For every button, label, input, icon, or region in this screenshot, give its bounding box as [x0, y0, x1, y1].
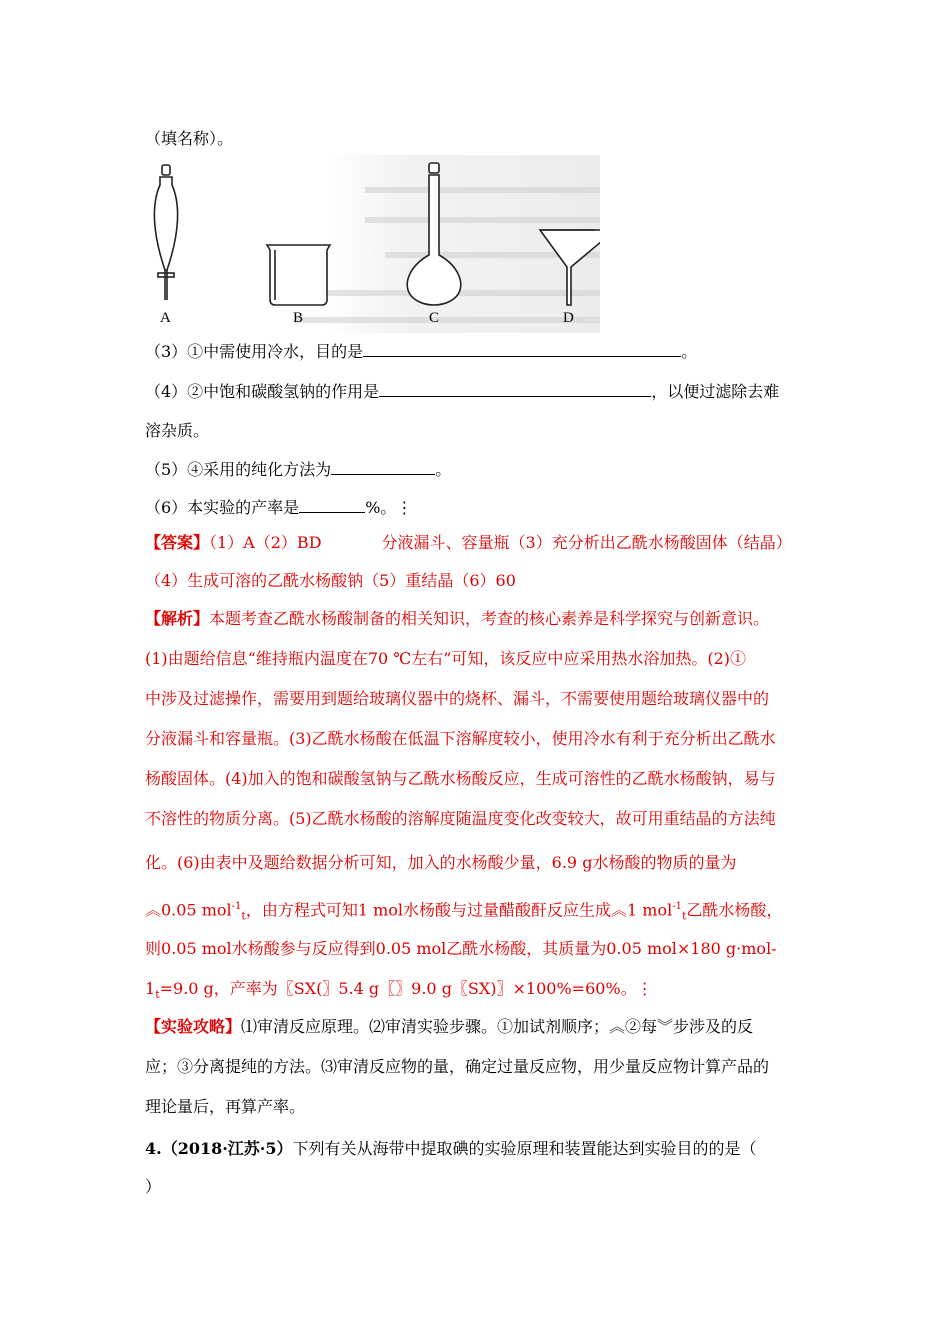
- question-4-next: 4.（2018·江苏·5）下列有关从海带中提取碘的实验原理和装置能达到实验目的的是（: [145, 1139, 757, 1158]
- figure-label-a: A: [160, 310, 171, 326]
- analysis-line-2: (1)由题给信息“维持瓶内温度在70 ℃左右”可知，该反应中应采用热水浴加热。(2)①: [145, 649, 747, 668]
- figure-label-c: C: [429, 310, 440, 326]
- beaker-icon: [267, 245, 330, 305]
- strategy-line-2: 应；③分离提纯的方法。⑶审清反应物的量，确定过量反应物，用少量反应物计算产品的: [145, 1057, 770, 1076]
- strategy-line-3: 理论量后，再算产率。: [145, 1097, 306, 1116]
- separatory-funnel-icon: [154, 165, 177, 300]
- answer-line-1: 【答案】（1）A（2）BD 分液漏斗、容量瓶（3）充分析出乙酰水杨酸固体（结晶）: [145, 533, 792, 552]
- answer-line-2: （4）生成可溶的乙酰水杨酸钠（5）重结晶（6）60: [145, 571, 516, 590]
- analysis-line-6: 不溶性的物质分离。(5)乙酰水杨酸的溶解度随温度变化改变较大，故可用重结晶的方法纯: [145, 809, 776, 828]
- answer-blank-3[interactable]: [363, 340, 681, 357]
- strategy-line-1: 【实验攻略】⑴审清反应原理。⑵审清实验步骤。①加试剂顺序；︽②每︾步涉及的反: [145, 1017, 754, 1036]
- answer-blank-6[interactable]: [299, 496, 365, 513]
- question-4-continued: 溶杂质。: [145, 421, 210, 440]
- question-4-next-close: ）: [145, 1177, 162, 1196]
- glassware-figure: [145, 155, 600, 333]
- analysis-line-5: 杨酸固体。(4)加入的饱和碳酸氢钠与乙酰水杨酸反应，生成可溶性的乙酰水杨酸钠，易与: [145, 769, 776, 788]
- analysis-line-7: 化。(6)由表中及题给数据分析可知，加入的水杨酸少量，6.9 g水杨酸的物质的量为: [145, 853, 737, 872]
- volumetric-flask-icon: [407, 163, 460, 305]
- figure-label-d: D: [563, 310, 574, 326]
- analysis-line-9: 则0.05 mol水杨酸参与反应得到0.05 mol乙酰水杨酸，其质量为0.05 mol×180 g·mol-: [145, 939, 777, 958]
- question-5: （5）④采用的纯化方法为 。: [145, 460, 452, 479]
- answer-blank-5[interactable]: [331, 458, 435, 475]
- question-3: （3）①中需使用冷水，目的是 。: [145, 342, 698, 361]
- analysis-line-8: ︽0.05 mol$^{-1}_t$，由方程式可知1 mol水杨酸与过量醋酸酐反应生成︽1 mol$^{-1}_t$乙酰水杨酸，: [145, 900, 783, 923]
- analysis-line-1: 【解析】本题考查乙酰水杨酸制备的相关知识，考查的核心素养是科学探究与创新意识。: [145, 609, 770, 628]
- question-6: （6）本实验的产率是 %。⋮: [145, 498, 413, 517]
- analysis-line-4: 分液漏斗和容量瓶。(3)乙酰水杨酸在低温下溶解度较小，使用冷水有利于充分析出乙酰水: [145, 729, 776, 748]
- figure-label-b: B: [293, 310, 304, 326]
- analysis-tag: 【解析】: [145, 609, 210, 628]
- strategy-tag: 【实验攻略】: [145, 1017, 242, 1036]
- analysis-line-10: $1_t=9.0$ g，产率为〖SX(〗5.4 g〖〗9.0 g〖SX)〗×100%=60%。⋮: [145, 979, 653, 1002]
- glassware-illustration: [145, 155, 600, 333]
- answer-blank-4[interactable]: [379, 380, 651, 397]
- question-4: （4）②中饱和碳酸氢钠的作用是 ，以便过滤除去难: [145, 382, 780, 401]
- analysis-line-3: 中涉及过滤操作，需要用到题给玻璃仪器中的烧杯、漏斗，不需要使用题给玻璃仪器中的: [145, 689, 770, 708]
- answer-tag: 【答案】: [145, 533, 210, 552]
- intro-text: （填名称）。: [145, 129, 234, 148]
